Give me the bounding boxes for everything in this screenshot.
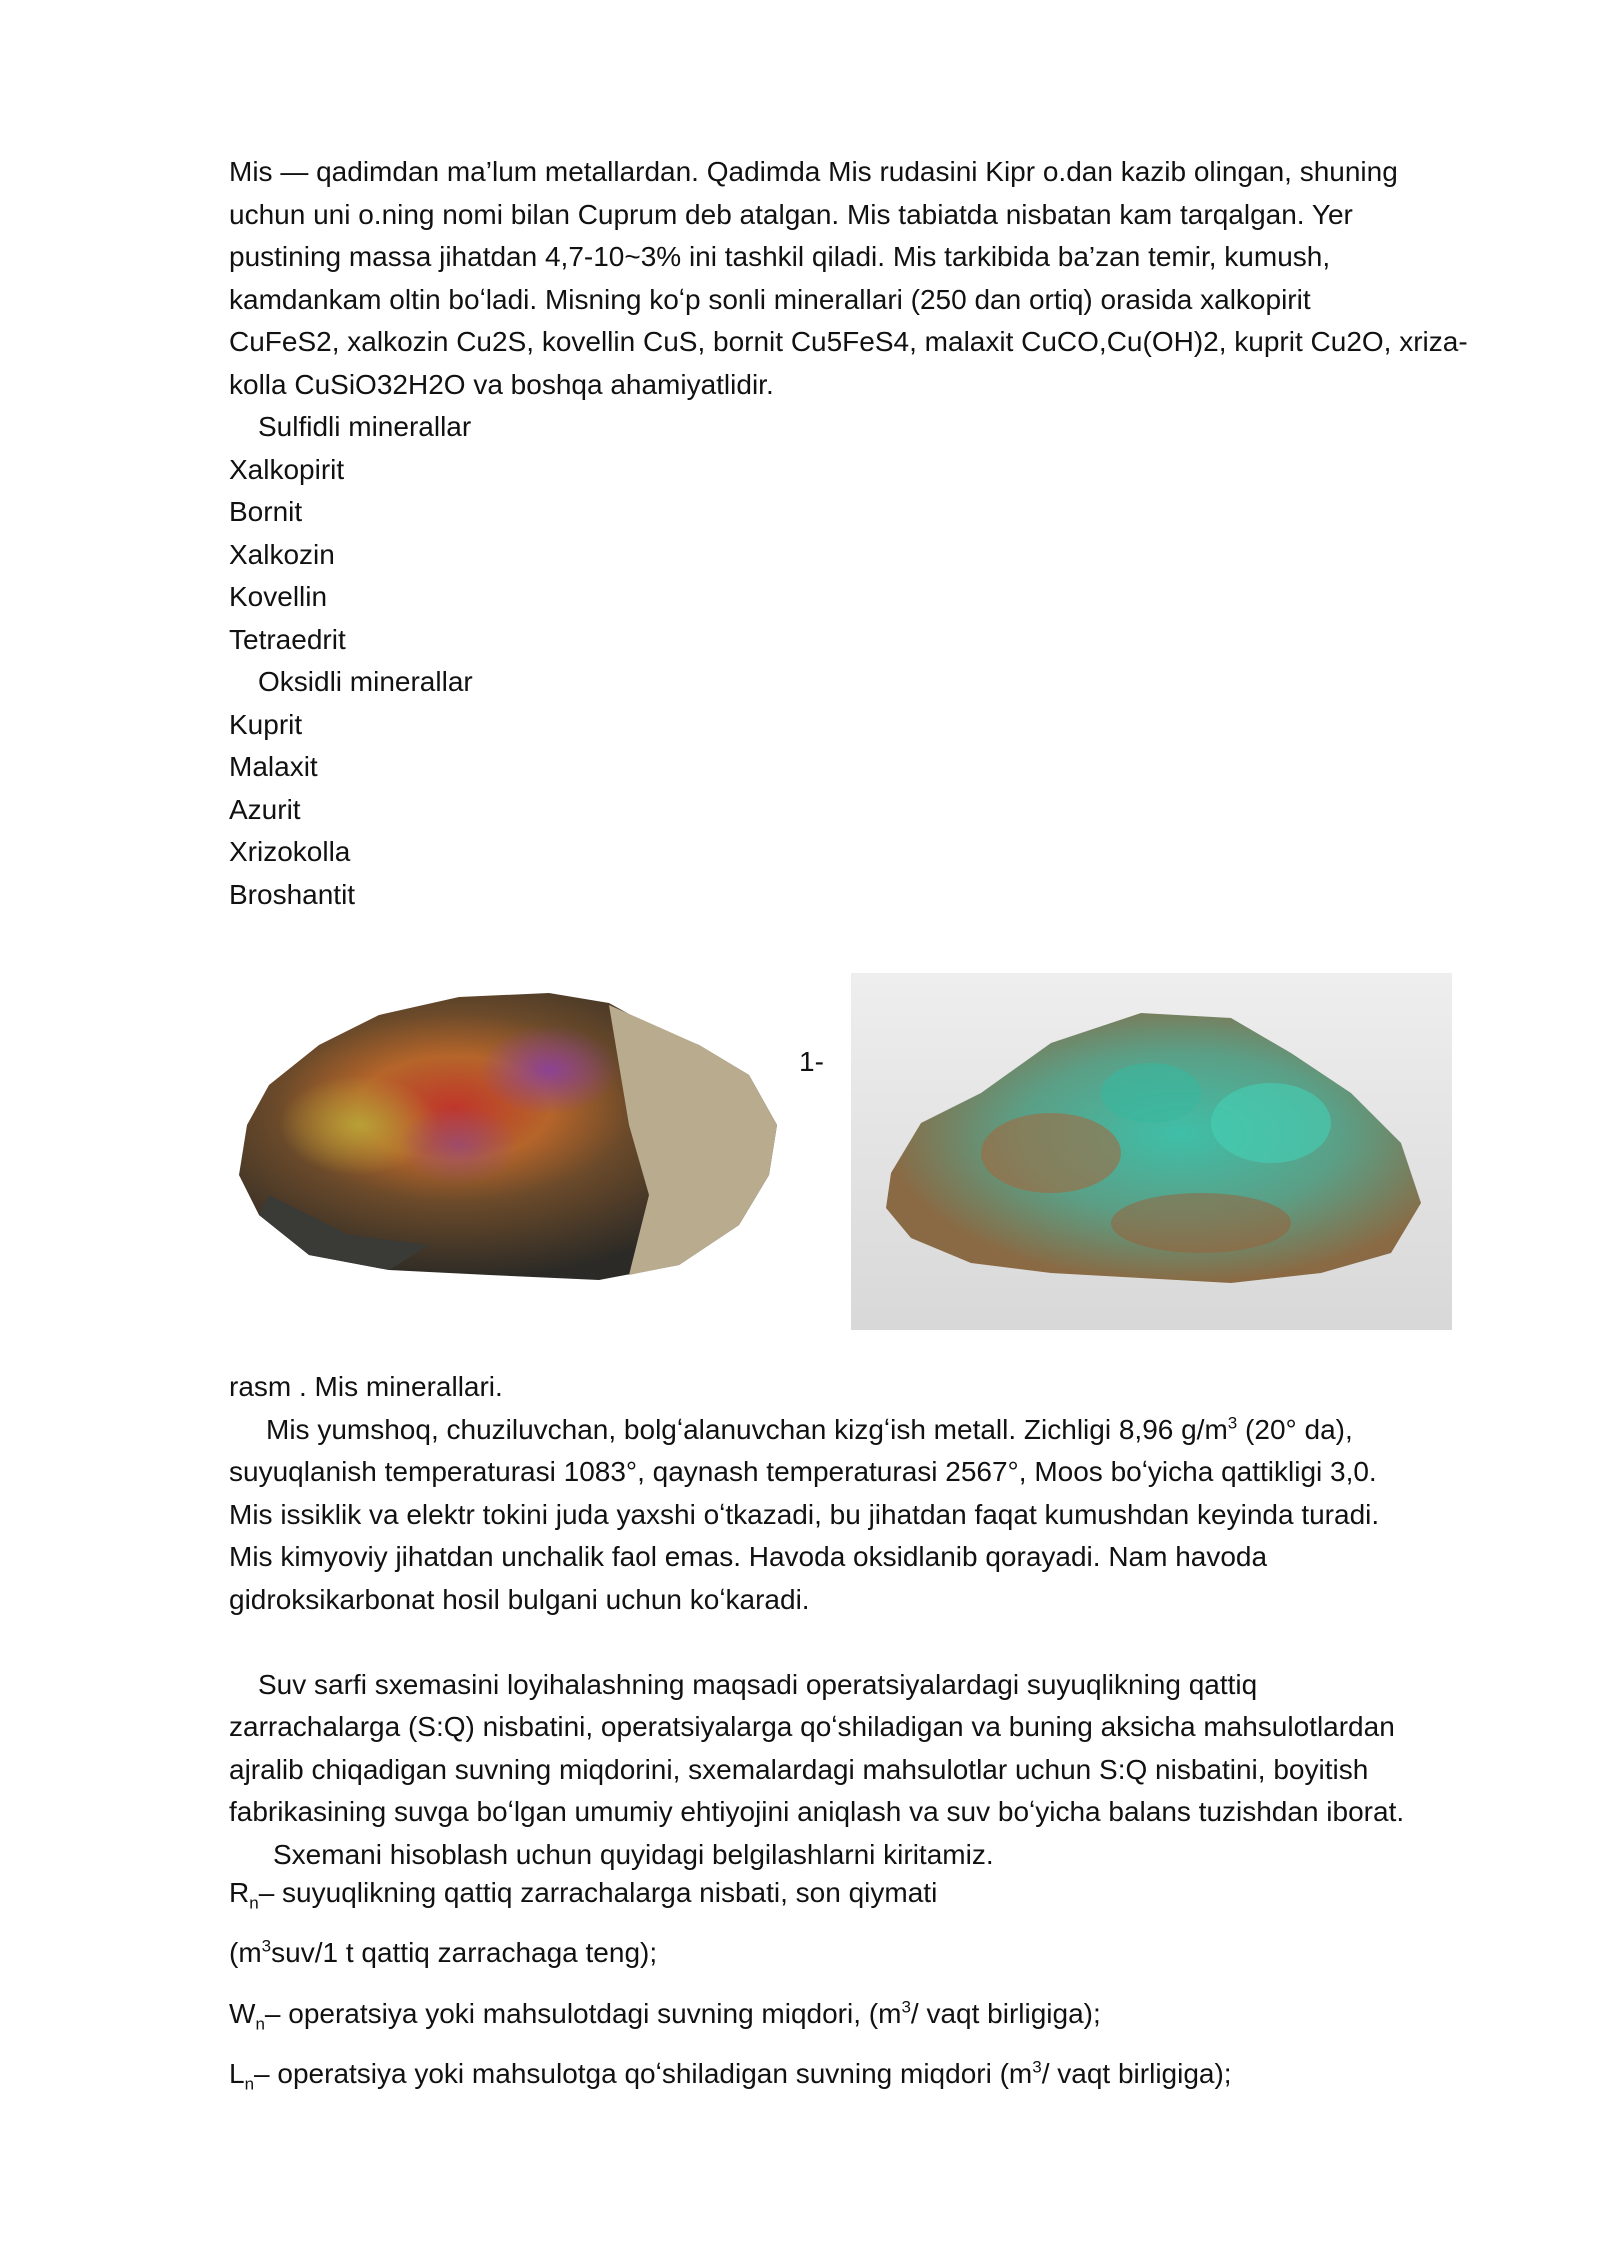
definition-r-unit (229, 1937, 657, 1969)
water-line: ajralib chiqadigan suvning miqdorini, sxemalardagi mahsulotlar uchun S:Q nisbatini, boyitish (229, 1753, 1369, 1785)
definition-text: – operatsiya yoki mahsulotdagi suvning miqdori, (m (264, 1998, 902, 2029)
intro-line: CuFeS2, xalkozin Cu2S, kovellin CuS, bornit Cu5FeS4, malaxit CuCO,Cu(OH)2, kuprit Cu2O, xriza- (229, 326, 1468, 357)
properties-line: Mis issiklik va elektr tokini juda yaxshi oʻtkazadi, bu jihatdan faqat kumushdan keyinda turadi. (229, 1498, 1380, 1530)
water-line: fabrikasining suvga boʻlgan umumiy ehtiyojini aniqlash va suv boʻyicha balans tuzishdan iborat. (229, 1796, 1405, 1827)
definitions-intro: Sxemani hisoblash uchun quyidagi belgilashlarni kiritamiz. (273, 1838, 994, 1870)
intro-section (229, 151, 1469, 916)
water-line: Suv sarfi sxemasini loyihalashning maqsadi operatsiyalardagi suyuqlikning qattiq (258, 1668, 1258, 1700)
properties-line: gidroksikarbonat hosil bulgani uchun koʻkaradi. (229, 1583, 810, 1615)
superscript: 3 (901, 1997, 911, 2017)
intro-line: kolla CuSiO32H2O va boshqa ahamiyatlidir. (229, 368, 774, 400)
properties-section (229, 1366, 1469, 1876)
definition-text: (m (229, 1937, 262, 1968)
subscript: n (249, 1893, 259, 1913)
oxide-item: Xrizokolla (229, 836, 351, 867)
definition-text: – suyuqlikning qattiq zarrachalarga nisbati, son qiymati (258, 1877, 938, 1908)
oxide-item: Malaxit (229, 751, 318, 782)
definition-text: suv/1 t qattiq zarrachaga teng); (271, 1937, 658, 1968)
symbol: L (229, 2058, 245, 2089)
oxide-heading: Oksidli minerallar (258, 666, 473, 697)
intro-line: pustining massa jihatdan 4,7-10~3% ini tashkil qiladi. Mis tarkibida ba’zan temir, kumush, (229, 241, 1331, 272)
sulfide-item: Kovellin (229, 581, 328, 612)
chalcopyrite-mineral-photo (229, 975, 789, 1293)
sulfide-heading: Sulfidli minerallar (258, 411, 472, 442)
symbol: W (229, 1998, 256, 2029)
figure-number: 1- (799, 1046, 824, 1077)
subscript: n (255, 2014, 265, 2034)
water-line: zarrachalarga (S:Q) nisbatini, operatsiyalarga qoʻshiladigan va buning aksicha mahsulotlardan (229, 1711, 1395, 1742)
definition-l (229, 2057, 1232, 2094)
intro-line: Mis — qadimdan ma’lum metallardan. Qadimda Mis rudasini Kipr o.dan kazib olingan, shuning (229, 156, 1398, 187)
properties-line (229, 1409, 1469, 1452)
properties-text: Mis yumshoq, chuziluvchan, bolgʻalanuvchan kizgʻish metall. Zichligi 8,96 g/m (266, 1413, 1228, 1445)
definition-text: / vaqt birligiga); (910, 1998, 1101, 2029)
superscript: 3 (261, 1936, 272, 1956)
sulfide-item: Xalkozin (229, 538, 335, 570)
properties-line: Mis kimyoviy jihatdan unchalik faol emas. Havoda oksidlanib qorayadi. Nam havoda (229, 1541, 1268, 1572)
superscript: 3 (1032, 2057, 1042, 2077)
definition-text: – operatsiya yoki mahsulotga qoʻshiladigan suvning miqdori (m (254, 2058, 1033, 2089)
oxide-item: Azurit (229, 793, 301, 825)
oxide-item: Kuprit (229, 708, 303, 740)
subscript: n (244, 2074, 255, 2094)
sulfide-item: Tetraedrit (229, 623, 346, 655)
sulfide-item: Bornit (229, 496, 303, 527)
oxide-item: Broshantit (229, 878, 356, 910)
properties-line: suyuqlanish temperaturasi 1083°, qaynash temperaturasi 2567°, Moos boʻyicha qattikligi 3,0. (229, 1456, 1377, 1487)
sulfide-item: Xalkopirit (229, 453, 345, 485)
intro-line: uchun uni o.ning nomi bilan Cuprum deb atalgan. Mis tabiatda nisbatan kam tarqalgan. Yer (229, 198, 1353, 230)
definition-text: / vaqt birligiga); (1041, 2058, 1232, 2089)
symbol: R (229, 1877, 250, 1908)
blank-line (229, 1621, 1469, 1664)
intro-line: kamdankam oltin boʻladi. Misning koʻp sonli minerallari (250 dan ortiq) orasida xalkopirit (229, 283, 1311, 315)
properties-text: (20° da), (1237, 1413, 1353, 1445)
superscript: 3 (1227, 1413, 1238, 1433)
definition-w (229, 1997, 1101, 2034)
malachite-mineral-photo (851, 973, 1452, 1330)
figure-caption: rasm . Mis minerallari. (229, 1371, 503, 1402)
definition-r (229, 1877, 938, 1913)
